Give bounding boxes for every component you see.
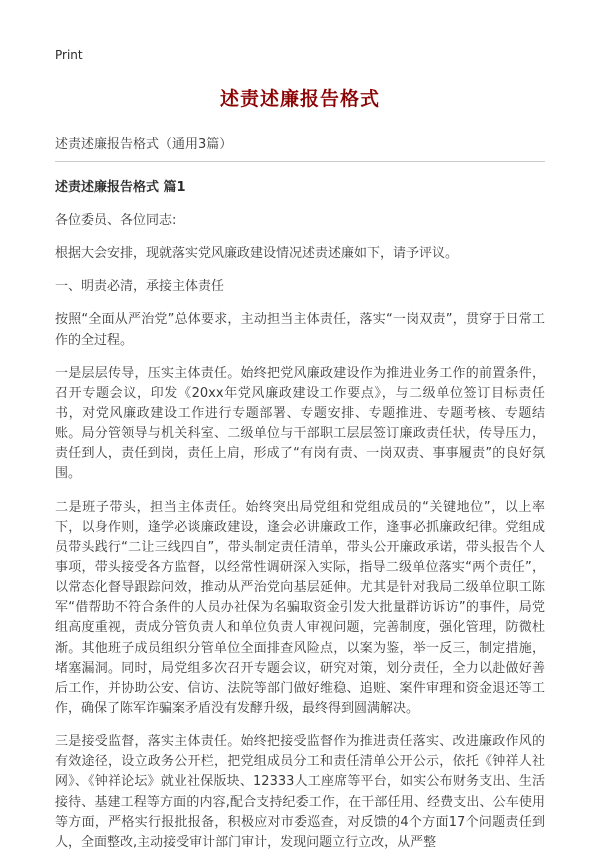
paragraph: 按照“全面从严治党”总体要求，主动担当主体责任，落实“一岗双责”，贯穿于日常工作的全过程。 (55, 312, 545, 348)
document-subtitle: 述责述廉报告格式（通用3篇） (55, 133, 545, 162)
paragraph: 三是接受监督，落实主体责任。始终把接受监督作为推进责任落实、改进廉政作风的有效途径，设立政务公开栏，把党组成员分工和责任清单公开公示，依托《钟祥人社网》、《钟祥论坛》就业社保版块、12333人工座席等平台，如实公布财务支出、生活接待、基建工程等方面的内容,配合支持纪委工作，在干部任用、经费支出、公车使用等方面，严格实行报批报备，积极应对市委巡查，对反馈的4个方面17个问题责任到人，全面整改,主动接受审计部门审计，发现问题立行立改，从严整 (55, 734, 545, 850)
paragraph-list (55, 211, 545, 853)
section-heading: 述责述廉报告格式 篇1 (55, 180, 186, 195)
paragraph: 一、明责必清，承接主体责任 (55, 279, 225, 295)
page-title: 述责述廉报告格式 (219, 88, 380, 110)
paragraph: 各位委员、各位同志: (55, 213, 177, 228)
paragraph: 二是班子带头，担当主体责任。始终突出局党组和党组成员的“关键地位”，以上率下，以身作则，逢学必谈廉政建设，逢会必讲廉政工作，逢事必抓廉政纪律。党组成员带头践行“二让三线四自”，带头制定责任清单，带头公开廉政承诺，带头报告个人事项，带头接受各方监督，以经常性调研深入实际，指导二级单位落实“两个责任”，以常态化督导跟踪问效，推动从严治党向基层延伸。尤其是针对我局二级单位职工陈军“借帮助不符合条件的人员办社保为名骗取资金引发大批量群访诉访”的事件，局党组高度重视，责成分管负责人和单位负责人审视问题，完善制度，强化管理，防微杜渐。其他班子成员组织分管单位全面排查风险点，以案为鉴，举一反三，制定措施，堵塞漏洞。同时，局党组多次召开专题会议，研究对策，划分责任，全力以赴做好善后工作，并协助公安、信访、法院等部门做好维稳、追赃、案件审理和资金退还等工作，确保了陈军诈骗案矛盾没有发酵升级，最终得到圆满解决。 (55, 499, 545, 716)
paragraph: 一是层层传导，压实主体责任。始终把党风廉政建设作为推进业务工作的前置条件，召开专题会议，印发《20xx年党风廉政建设工作要点》，与二级单位签订目标责任书，对党风廉政建设工作进行专题部署、专题安排、专题推进、专题考核、专题结账。局分管领导与机关科室、二级单位与干部职工层层签订廉政责任状，传导压力，责任到人，责任到岗，责任上肩，形成了“有岗有责、一岗双责、事事履责”的良好氛围。 (55, 365, 545, 482)
paragraph: 根据大会安排，现就落实党风廉政建设情况述责述廉如下，请予评议。 (55, 246, 459, 262)
print-link[interactable]: Print (55, 48, 83, 62)
